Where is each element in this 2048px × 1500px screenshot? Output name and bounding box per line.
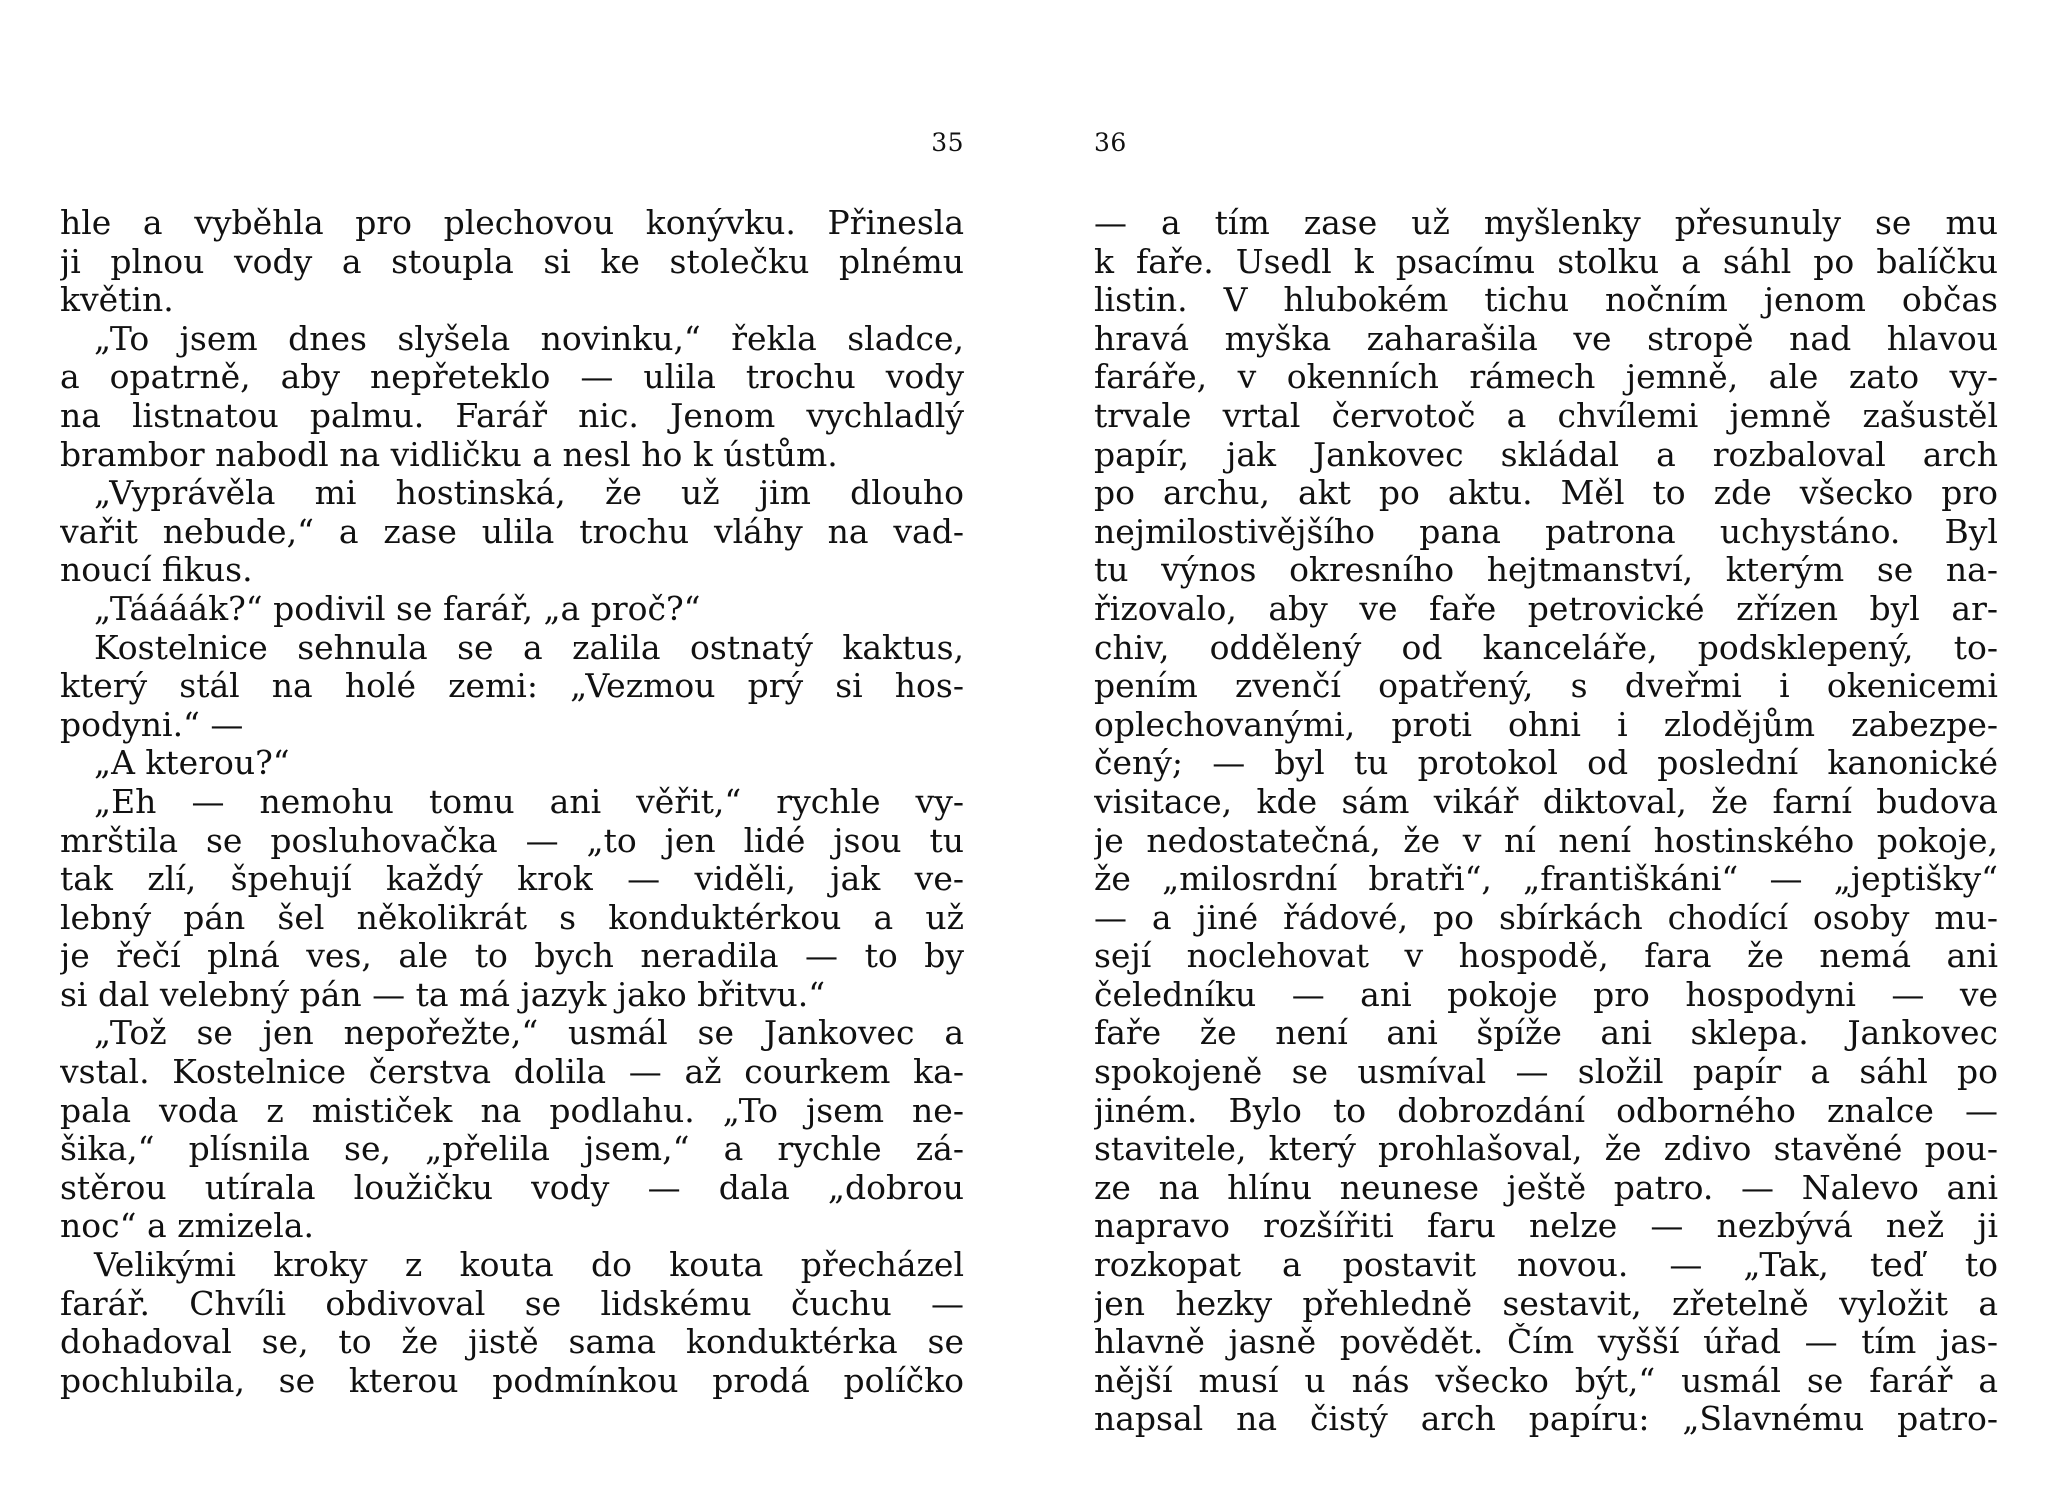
text-line: brambor nabodl na vidličku a nesl ho k ústům.: [60, 435, 838, 474]
text-line: lebný pán šel několikrát s konduktérkou a už: [60, 898, 964, 937]
text-line: po archu, akt po aktu. Měl to zde všecko pro: [1094, 474, 1998, 513]
text-line: „A kterou?“: [94, 744, 290, 783]
text-line: Velikými kroky z kouta do kouta přecházel: [94, 1246, 964, 1285]
text-line: k faře. Usedl k psacímu stolku a sáhl po balíčku: [1094, 242, 1998, 281]
text-line: vařit nebude,“ a zase ulila trochu vláhy na vad-: [60, 512, 964, 551]
text-line: hlavně jasně povědět. Čím vyšší úřad — tím jas-: [1094, 1323, 1998, 1362]
text-line: hle a vyběhla pro plechovou konývku. Přinesla: [60, 204, 964, 242]
text-line: na listnatou palmu. Farář nic. Jenom vychladlý: [60, 396, 964, 435]
text-line: a opatrně, aby nepřeteklo — ulila trochu vody: [60, 358, 964, 397]
page-number-right: 36: [1094, 128, 1127, 157]
text-line: rozkopat a postavit novou. — „Tak, teď to: [1094, 1246, 1998, 1285]
text-line: noc“ a zmizela.: [60, 1207, 314, 1246]
text-line: mrštila se posluhovačka — „to jen lidé jsou tu: [60, 821, 964, 860]
text-line: tu výnos okresního hejtmanství, kterým se na-: [1094, 551, 1998, 590]
text-line: stavitele, který prohlašoval, že zdivo stavěné pou-: [1094, 1130, 1998, 1169]
text-line: že „milosrdní bratři“, „františkáni“ — „jeptišky“: [1094, 860, 1998, 899]
text-line: noucí fikus.: [60, 551, 253, 590]
text-line: nější musí u nás všecko být,“ usmál se farář a: [1094, 1361, 1998, 1400]
page-number-left: 35: [931, 128, 964, 157]
text-line: stěrou utírala loužičku vody — dala „dobrou: [60, 1168, 964, 1207]
text-line: „Táááák?“ podivil se farář, „a proč?“: [94, 589, 701, 628]
text-line: nejmilostivějšího pana patrona uchystáno. Byl: [1094, 512, 1998, 551]
text-line: — a tím zase už myšlenky přesunuly se mu: [1094, 204, 1998, 242]
text-line: ze na hlínu neunese ještě patro. — Nalevo ani: [1094, 1168, 1998, 1207]
text-line: „Vyprávěla mi hostinská, že už jim dlouho: [94, 474, 964, 513]
text-line: Kostelnice sehnula se a zalila ostnatý kaktus,: [94, 628, 964, 667]
text-line: řizovalo, aby ve faře petrovické zřízen byl ar-: [1094, 589, 1998, 628]
text-line: pochlubila, se kterou podmínkou prodá políčko: [60, 1361, 964, 1400]
text-line: faráře, v okenních rámech jemně, ale zato vy-: [1094, 358, 1998, 397]
left-page: [60, 0, 964, 1500]
text-line: vstal. Kostelnice čerstva dolila — až courkem ka-: [60, 1053, 964, 1092]
text-line: sejí noclehovat v hospodě, fara že nemá ani: [1094, 937, 1998, 976]
text-line: čeledníku — ani pokoje pro hospodyni — ve: [1094, 975, 1998, 1014]
text-line: faře že není ani špíže ani sklepa. Jankovec: [1094, 1014, 1998, 1053]
text-line: je nedostatečná, že v ní není hostinského pokoje,: [1094, 821, 1998, 860]
text-line: jen hezky přehledně sestavit, zřetelně vyložit a: [1094, 1284, 1998, 1323]
text-line: trvale vrtal červotoč a chvílemi jemně zašustěl: [1094, 396, 1998, 435]
text-line: napsal na čistý arch papíru: „Slavnému patro-: [1094, 1400, 1998, 1439]
text-line: jiném. Bylo to dobrozdání odborného znalce —: [1094, 1091, 1998, 1130]
text-line: šika,“ plísnila se, „přelila jsem,“ a rychle zá-: [60, 1130, 964, 1169]
text-line: chiv, oddělený od kanceláře, podsklepený, to-: [1094, 628, 1998, 667]
text-line: tak zlí, špehují každý krok — viděli, jak ve-: [60, 860, 964, 899]
text-line: podyni.“ —: [60, 705, 244, 744]
text-line: dohadoval se, to že jistě sama konduktérka se: [60, 1323, 964, 1362]
text-line: pením zvenčí opatřený, s dveřmi i okenicemi: [1094, 667, 1998, 706]
text-line: květin.: [60, 281, 174, 320]
text-line: hravá myška zaharašila ve stropě nad hlavou: [1094, 319, 1998, 358]
text-line: který stál na holé zemi: „Vezmou prý si hos-: [60, 667, 964, 706]
text-line: oplechovanými, proti ohni i zlodějům zabezpe-: [1094, 705, 1998, 744]
text-line: listin. V hlubokém tichu nočním jenom občas: [1094, 281, 1998, 320]
text-line: je řečí plná ves, ale to bych neradila — to by: [60, 937, 964, 976]
text-line: pala voda z mističek na podlahu. „To jsem ne-: [60, 1091, 964, 1130]
left-page-text: [60, 204, 964, 1400]
text-line: „Tož se jen nepořežte,“ usmál se Jankovec a: [94, 1014, 964, 1053]
text-line: papír, jak Jankovec skládal a rozbaloval arch: [1094, 435, 1998, 474]
text-line: čený; — byl tu protokol od poslední kanonické: [1094, 744, 1998, 783]
text-line: farář. Chvíli obdivoval se lidskému čuchu —: [60, 1284, 964, 1323]
text-line: „Eh — nemohu tomu ani věřit,“ rychle vy-: [94, 782, 964, 821]
right-page: [1094, 0, 1998, 1500]
text-line: visitace, kde sám vikář diktoval, že farní budova: [1094, 782, 1998, 821]
text-line: — a jiné řádové, po sbírkách chodící osoby mu-: [1094, 898, 1998, 937]
text-line: „To jsem dnes slyšela novinku,“ řekla sladce,: [94, 319, 964, 358]
text-line: spokojeně se usmíval — složil papír a sáhl po: [1094, 1053, 1998, 1092]
text-line: napravo rozšířiti faru nelze — nezbývá než ji: [1094, 1207, 1998, 1246]
text-line: si dal velebný pán — ta má jazyk jako břitvu.“: [60, 975, 826, 1014]
right-page-text: [1094, 204, 1998, 1439]
text-line: ji plnou vody a stoupla si ke stolečku plnému: [60, 242, 964, 281]
